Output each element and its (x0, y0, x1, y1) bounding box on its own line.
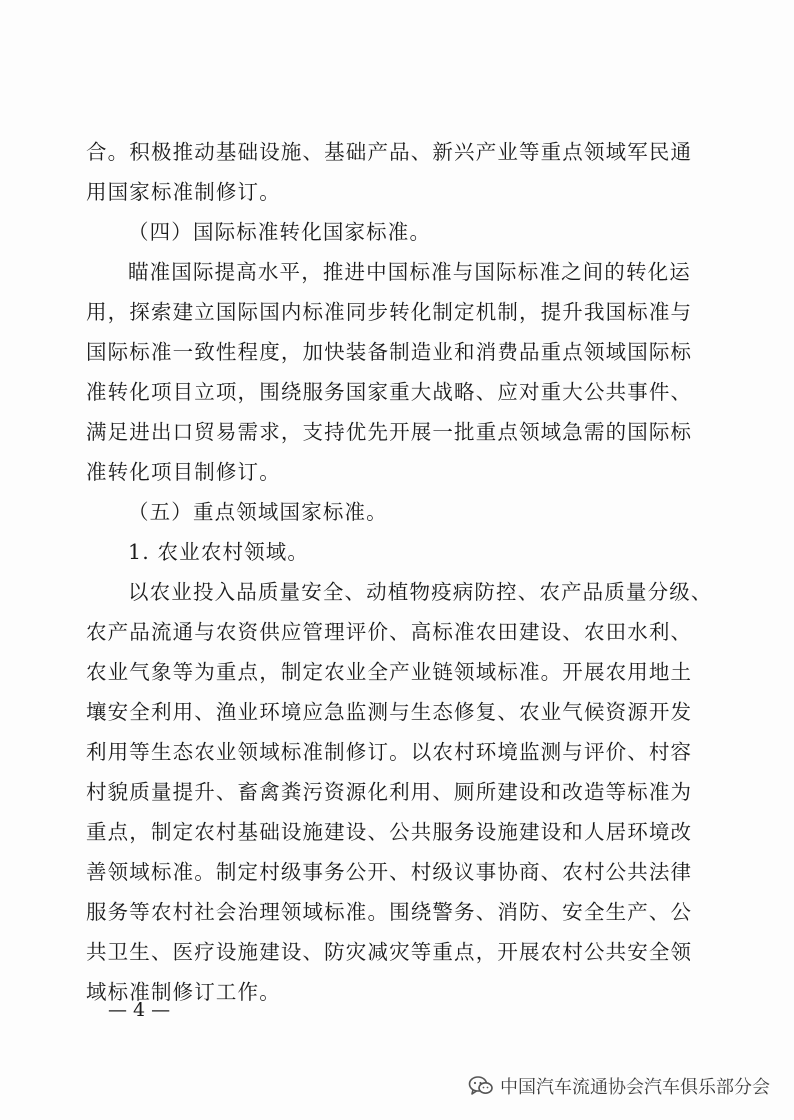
paragraph-line: 瞄准国际提高水平，推进中国标准与国际标准之间的转化运 (128, 260, 691, 284)
paragraph-line: 用，探索建立国际国内标准同步转化制定机制，提升我国标准与 (86, 300, 693, 324)
paragraph-line: 满足进出口贸易需求，支持优先开展一批重点领域急需的国际标 (86, 420, 693, 444)
paragraph-line: 用国家标准制修订。 (86, 180, 281, 204)
paragraph-line: 合。积极推动基础设施、基础产品、新兴产业等重点领域军民通 (86, 140, 693, 164)
section-heading: （四）国际标准转化国家标准。 (128, 220, 432, 244)
paragraph-line: 利用等生态农业领域标准制修订。以农村环境监测与评价、村容 (86, 740, 693, 764)
paragraph-line: 善领域标准。制定村级事务公开、村级议事协商、农村公共法律 (86, 860, 693, 884)
paragraph-line: 准转化项目制修订。 (86, 460, 281, 484)
paragraph-line: 国际标准一致性程度，加快装备制造业和消费品重点领域国际标 (86, 340, 693, 364)
source-watermark (468, 1072, 770, 1100)
paragraph-line: 壤安全利用、渔业环境应急监测与生态修复、农业气候资源开发 (86, 700, 693, 724)
document-body (86, 132, 714, 1012)
paragraph-line: 服务等农村社会治理领域标准。围绕警务、消防、安全生产、公 (86, 900, 693, 924)
page-number: — 4 — (108, 999, 171, 1021)
paragraph-line: 村貌质量提升、畜禽粪污资源化利用、厕所建设和改造等标准为 (86, 780, 693, 804)
paragraph-line: 农产品流通与农资供应管理评价、高标准农田建设、农田水利、 (86, 620, 693, 644)
paragraph-line: 准转化项目立项，围绕服务国家重大战略、应对重大公共事件、 (86, 380, 693, 404)
paragraph-line: 农业气象等为重点，制定农业全产业链领域标准。开展农用地土 (86, 660, 693, 684)
paragraph-line: 重点，制定农村基础设施建设、公共服务设施建设和人居环境改 (86, 820, 693, 844)
watermark-text: 中国汽车流通协会汽车俱乐部分会 (500, 1077, 770, 1098)
section-heading: （五）重点领域国家标准。 (128, 500, 388, 524)
paragraph-line: 以农业投入品质量安全、动植物疫病防控、农产品质量分级、 (128, 580, 713, 604)
paragraph-line: 域标准制修订工作。 (86, 980, 281, 1004)
paragraph-line: 共卫生、医疗设施建设、防灾减灾等重点，开展农村公共安全领 (86, 940, 693, 964)
wechat-icon (468, 1075, 494, 1097)
subsection-heading: 1. 农业农村领域。 (128, 540, 310, 564)
